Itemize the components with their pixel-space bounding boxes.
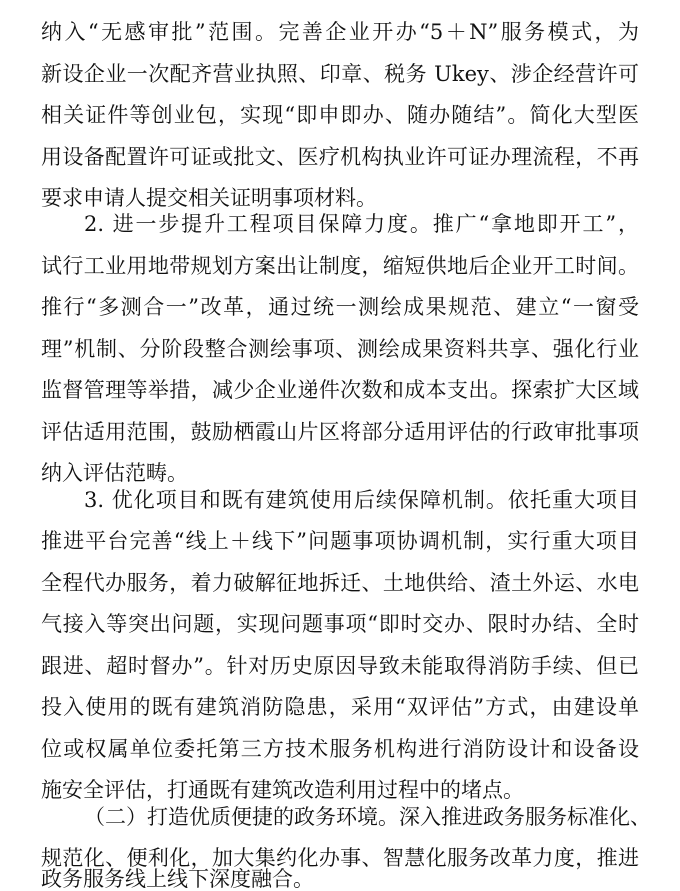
text-line: 推行“多测合一”改革，通过统一测绘成果规范、建立“一窗受 bbox=[41, 295, 639, 319]
text-line: 跟进、超时督办”。针对历史原因导致未能取得消防手续、但已 bbox=[41, 654, 639, 678]
text-line: 3. 优化项目和既有建筑使用后续保障机制。依托重大项目 bbox=[84, 488, 639, 512]
text-line: 试行工业用地带规划方案出让制度，缩短供地后企业开工时间。 bbox=[41, 254, 639, 278]
text-line: 2. 进一步提升工程项目保障力度。推广“拿地即开工”， bbox=[84, 212, 639, 236]
text-line: 规范化、便利化，加大集约化办事、智慧化服务改革力度，推进 bbox=[41, 846, 639, 870]
text-line: 位或权属单位委托第三方技术服务机构进行消防设计和设备设 bbox=[41, 737, 639, 761]
text-line: 政务服务线上线下深度融合。 bbox=[41, 867, 314, 891]
text-line: 评估适用范围，鼓励栖霞山片区将部分适用评估的行政审批事项 bbox=[41, 420, 639, 444]
text-line: 推进平台完善“线上＋线下”问题事项协调机制，实行重大项目 bbox=[41, 529, 639, 553]
text-line: 相关证件等创业包，实现“即申即办、随办随结”。简化大型医 bbox=[41, 103, 639, 127]
text-line: 用设备配置许可证或批文、医疗机构执业许可证办理流程，不再 bbox=[41, 145, 639, 169]
text-line: 纳入评估范畴。 bbox=[41, 461, 188, 485]
text-line: 全程代办服务，着力破解征地拆迁、土地供给、渣土外运、水电 bbox=[41, 571, 639, 595]
text-line: 气接入等突出问题，实现问题事项“即时交办、限时办结、全时 bbox=[41, 612, 639, 636]
text-line: 纳入“无感审批”范围。完善企业开办“5＋N”服务模式，为 bbox=[41, 20, 639, 44]
text-line: （二）打造优质便捷的政务环境。深入推进政务服务标准化、 bbox=[84, 805, 651, 829]
text-line: 投入使用的既有建筑消防隐患，采用“双评估”方式，由建设单 bbox=[41, 695, 639, 719]
text-line: 新设企业一次配齐营业执照、印章、税务 Ukey、涉企经营许可 bbox=[41, 62, 639, 86]
text-line: 监督管理等举措，减少企业递件次数和成本支出。探索扩大区域 bbox=[41, 378, 639, 402]
text-line: 要求申请人提交相关证明事项材料。 bbox=[41, 186, 377, 210]
text-line: 理”机制、分阶段整合测绘事项、测绘成果资料共享、强化行业 bbox=[41, 337, 639, 361]
text-line: 施安全评估，打通既有建筑改造利用过程中的堵点。 bbox=[41, 778, 524, 802]
